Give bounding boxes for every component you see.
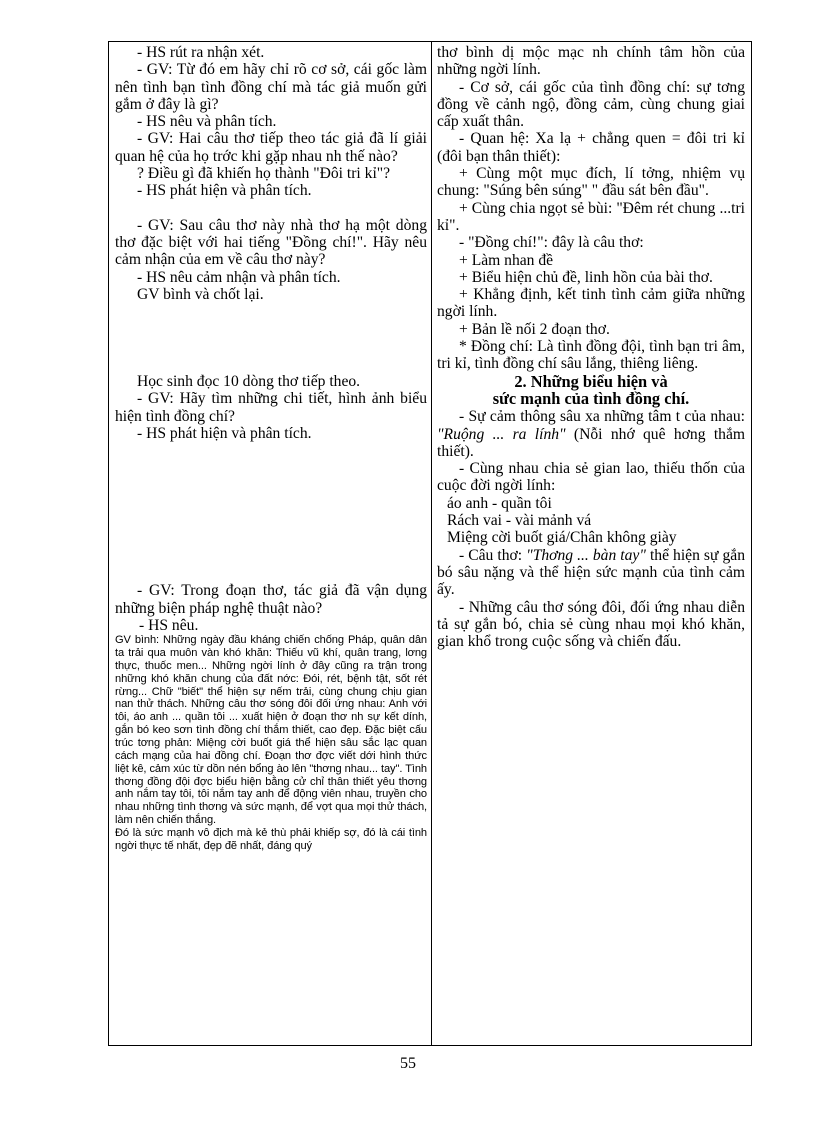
right-paragraph: + Khẳng định, kết tinh tình cảm giữa những ngời lính. (437, 286, 745, 321)
right-paragraph: + Làm nhan đề (459, 251, 554, 269)
teacher-commentary: Đó là sức mạnh vô địch mà kẻ thù phải khiếp sợ, đó là cái tình ngời thực tế nhất, đẹp đẽ nhất, đáng quý (115, 826, 427, 852)
page-number: 55 (400, 1055, 416, 1072)
teacher-commentary: GV bình: Những ngày đầu kháng chiến chống Pháp, quân dân ta trải qua muôn vàn khó khăn: Thiếu vũ khí, quân trang, lơng thực, thuốc men... Những ngời lính ở đây cũng ra trận trong những khó khăn chung của đất nớc: Đói, rét, bệnh tật, sốt rét rừng... Chữ "biết" thể hiện sự nếm trải, cùng chung chịu gian nan thử thách. Những câu thơ sóng đôi đối ứng nhau: Anh với tôi, áo anh ... quần tôi ... xuất hiện ở đoạn thơ nh sự kết dính, gắn bó keo sơn tình đồng chí thắm thiết, cao đẹp. Đặc biệt cấu trúc tơng phản: Miệng cời buốt giá thể hiện sâu sắc lạc quan cách mạng của hai đồng chí. Đoạn thơ đợc viết dới hình thức liệt kê, cảm xúc từ dồn nén bổng ào lên "thơng nhau... tay". Tình thơng đồng đội đợc biểu hiện bằng cử chỉ thân thiết yêu thơng anh nắm tay tôi, tôi nắm tay anh để động viên nhau, truyền cho nhau những tình thơng và sức mạnh, để vợt qua mọi thử thách, làm nên chiến thắng. (115, 634, 427, 827)
text-run: (Nỗi nhớ quê hơng thắm thiết). (437, 425, 745, 460)
right-paragraph: + Biểu hiện chủ đề, linh hồn của bài thơ. (459, 268, 713, 286)
left-paragraph: - GV: Trong đoạn thơ, tác giả đã vận dụng những biện pháp nghệ thuật nào? (115, 582, 427, 617)
text-run: - Sự cảm thông sâu xa những tâm t của nhau: (459, 408, 745, 426)
left-paragraph: - HS rút ra nhận xét. (137, 44, 265, 61)
left-paragraph: - HS nêu cảm nhận và phân tích. (137, 268, 341, 286)
text-run: thể hiện sự gắn bó sâu nặng và thể hiện sức mạnh của tình cảm ấy. (437, 546, 746, 599)
spacer (115, 442, 427, 582)
right-paragraph: * Đồng chí: Là tình đồng đội, tình bạn tri âm, tri kỉ, tình đồng chí sâu lắng, thiêng liêng. (437, 338, 745, 373)
right-paragraph: - Cùng nhau chia sẻ gian lao, thiếu thốn của cuộc đời ngời lính: (437, 460, 745, 495)
text-run: - Câu thơ: (459, 546, 527, 564)
right-paragraph: - Những câu thơ sóng đôi, đối ứng nhau diễn tả sự gắn bó, chia sẻ cùng nhau mọi khó khăn, gian khổ trong cuộc sống và chiến đấu. (437, 598, 745, 651)
lesson-table (108, 41, 752, 1046)
right-paragraph: thơ bình dị mộc mạc nh chính tâm hồn của những ngời lính. (437, 44, 745, 79)
content-column (432, 42, 751, 1045)
spacer (115, 200, 427, 217)
left-paragraph: - HS phát hiện và phân tích. (137, 425, 312, 443)
right-paragraph (437, 408, 745, 460)
poem-quote: "Ruộng ... ra lính" (437, 425, 566, 443)
left-paragraph: - GV: Hãy tìm những chi tiết, hình ảnh biểu hiện tình đồng chí? (115, 390, 427, 425)
right-paragraph: - "Đồng chí!": đây là câu thơ: (459, 234, 644, 252)
right-paragraph: + Cùng một mục đích, lí tởng, nhiệm vụ chung: "Súng bên súng" " đầu sát bên đầu". (437, 165, 745, 200)
poem-line: Miệng cời buốt giá/Chân không giày (447, 529, 677, 547)
left-paragraph: - GV: Từ đó em hãy chỉ rõ cơ sở, cái gốc làm nên tình bạn tình đồng chí mà tác giả muốn gửi gắm ở đây là gì? (115, 61, 427, 113)
spacer (115, 303, 427, 373)
right-paragraph (437, 547, 745, 599)
right-paragraph: + Cùng chia ngọt sẻ bùi: "Đêm rét chung ...tri kỉ". (437, 199, 745, 234)
section-heading: 2. Những biểu hiện và (514, 371, 668, 391)
left-paragraph: GV bình và chốt lại. (137, 285, 264, 303)
teacher-activity-column (109, 42, 432, 1045)
left-paragraph: - HS phát hiện và phân tích. (137, 182, 312, 200)
left-paragraph: ? Điều gì đã khiến họ thành "Đôi tri kỉ"? (137, 165, 391, 183)
left-paragraph: Học sinh đọc 10 dòng thơ tiếp theo. (137, 373, 361, 391)
left-paragraph: - GV: Hai câu thơ tiếp theo tác giả đã lí giải quan hệ của họ trớc khi gặp nhau nh thế nào? (115, 130, 427, 165)
poem-line: áo anh - quần tôi (447, 494, 552, 512)
right-paragraph: - Quan hệ: Xa lạ + chẳng quen = đôi tri kỉ (đôi bạn thân thiết): (437, 130, 745, 165)
right-paragraph: - Cơ sở, cái gốc của tình đồng chí: sự tơng đồng về cảnh ngộ, đồng cảm, cùng chung giai cấp xuất thân. (437, 78, 745, 131)
poem-quote: "Thơng ... bàn tay" (526, 546, 646, 564)
left-paragraph: - HS nêu. (139, 616, 199, 634)
section-heading: sức mạnh của tình đồng chí. (492, 389, 690, 409)
poem-line: Rách vai - vài mảnh vá (447, 512, 592, 530)
right-paragraph: + Bản lề nối 2 đoạn thơ. (459, 320, 610, 338)
left-paragraph: - HS nêu và phân tích. (137, 113, 277, 131)
left-paragraph: - GV: Sau câu thơ này nhà thơ hạ một dòng thơ đặc biệt với hai tiếng "Đồng chí!". Hãy nêu cảm nhận của em về câu thơ này? (115, 216, 427, 269)
